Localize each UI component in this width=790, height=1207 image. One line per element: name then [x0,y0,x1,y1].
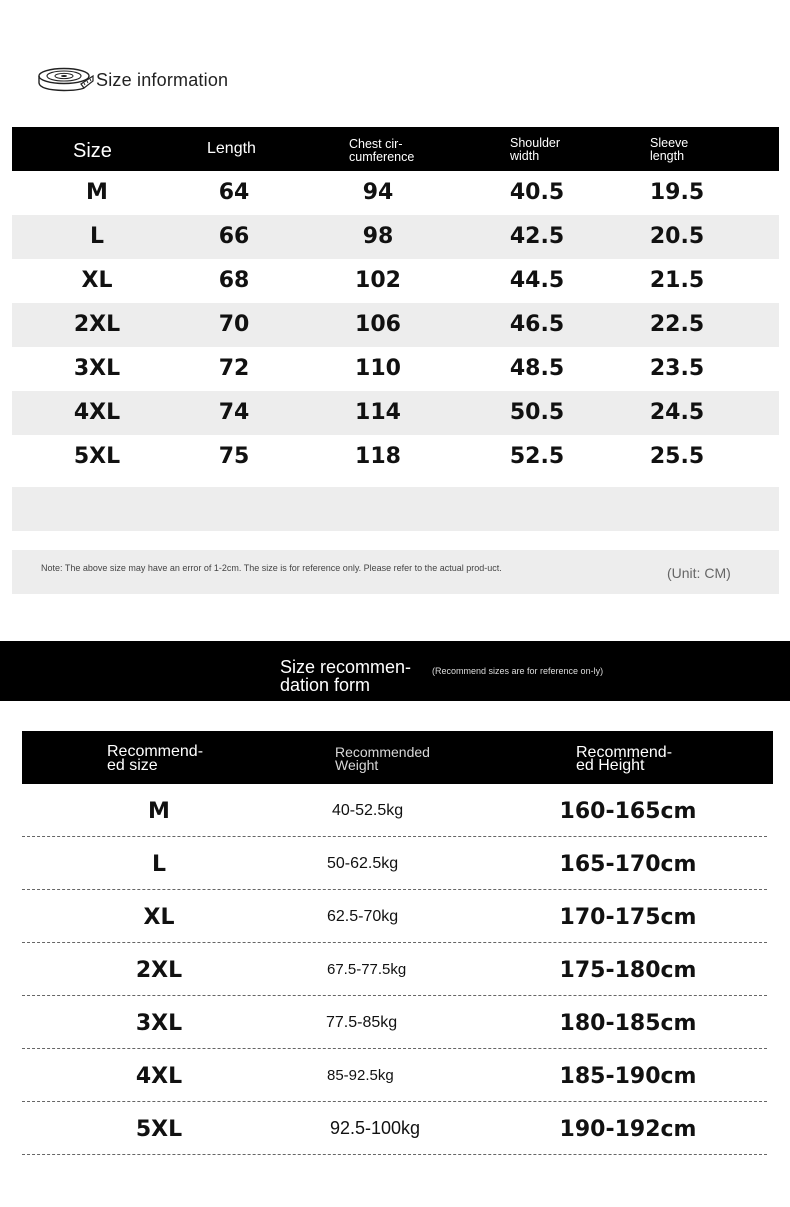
cell-size: XL [143,905,175,930]
cell-weight: 77.5-85kg [326,1014,398,1031]
cell-shoulder: 46.5 [509,312,565,337]
cell-sleeve: 20.5 [649,224,705,249]
recommendation-title: Size recommen- dation form [280,657,412,695]
cell-length: 72 [218,356,250,381]
cell-shoulder: 42.5 [509,224,565,249]
cell-length: 70 [218,312,250,337]
cell-length: 74 [218,400,250,425]
table-row [22,996,767,1049]
table-row [12,215,779,259]
empty-row [12,487,779,531]
cell-size: 4XL [135,1064,183,1089]
table-row [12,171,779,215]
header-shoulder: Shoulder width [510,136,561,163]
cell-chest: 110 [355,356,401,381]
table-row [22,1049,767,1102]
cell-size: L [89,224,105,249]
cell-chest: 106 [355,312,401,337]
cell-height: 160-165cm [559,799,697,824]
cell-weight: 50-62.5kg [327,855,399,872]
cell-size: L [151,852,167,877]
table-row [12,347,779,391]
cell-size: 5XL [135,1117,183,1142]
cell-size: 5XL [73,444,121,469]
cell-sleeve: 19.5 [649,180,705,205]
cell-size: M [148,799,170,824]
section-title: Size information [96,69,229,90]
cell-size: 3XL [135,1011,183,1036]
cell-size: 4XL [73,400,121,425]
header-recommended-weight: Recommended Weight [335,744,430,773]
table-row [12,391,779,435]
cell-weight: 67.5-77.5kg [327,961,407,978]
size-table-header [12,127,779,171]
table-row [22,784,767,837]
header-recommended-size: Recommend- ed size [107,743,204,774]
cell-shoulder: 48.5 [509,356,565,381]
cell-length: 75 [218,444,250,469]
cell-sleeve: 24.5 [649,400,705,425]
cell-sleeve: 23.5 [649,356,705,381]
size-table [12,127,779,479]
cell-length: 66 [218,224,250,249]
cell-shoulder: 40.5 [509,180,565,205]
cell-size: 2XL [135,958,183,983]
cell-size: M [86,180,108,205]
cell-weight: 62.5-70kg [327,908,399,925]
cell-chest: 98 [362,224,394,249]
cell-height: 180-185cm [559,1011,697,1036]
table-row [22,837,767,890]
cell-weight: 85-92.5kg [327,1067,394,1084]
table-row [22,943,767,996]
cell-height: 175-180cm [559,958,697,983]
unit-label: (Unit: CM) [667,565,731,581]
table-row [12,259,779,303]
cell-height: 165-170cm [559,852,697,877]
size-note: Note: The above size may have an error of 1-2cm. The size is for reference only. Please refer to the actual prod-uct. [41,563,502,573]
cell-chest: 102 [355,268,401,293]
cell-chest: 114 [355,400,401,425]
recommendation-table [22,731,773,1142]
cell-shoulder: 44.5 [509,268,565,293]
table-row [22,890,767,943]
cell-sleeve: 25.5 [649,444,705,469]
header-chest: Chest cir- cumference [349,137,415,164]
cell-chest: 118 [355,444,401,469]
cell-height: 185-190cm [559,1064,697,1089]
tape-measure-icon [38,67,94,93]
table-row [12,303,779,347]
cell-sleeve: 21.5 [649,268,705,293]
cell-length: 68 [218,268,250,293]
recommendation-table-header [22,731,773,784]
cell-shoulder: 50.5 [509,400,565,425]
cell-shoulder: 52.5 [509,444,565,469]
cell-weight: 40-52.5kg [332,802,404,819]
header-recommended-height: Recommend- ed Height [576,744,673,774]
cell-height: 190-192cm [559,1117,697,1142]
cell-size: 3XL [73,356,121,381]
note-row [12,550,779,594]
cell-sleeve: 22.5 [649,312,705,337]
recommendation-subtitle: (Recommend sizes are for reference on-ly) [432,666,604,676]
cell-size: XL [81,268,113,293]
cell-size: 2XL [73,312,121,337]
size-info-heading [38,66,228,94]
cell-chest: 94 [362,180,394,205]
cell-weight: 92.5-100kg [330,1118,421,1138]
cell-height: 170-175cm [559,905,697,930]
header-size: Size [73,140,112,162]
cell-length: 64 [218,180,250,205]
header-length: Length [207,140,256,157]
recommendation-banner [0,641,790,701]
header-sleeve: Sleeve length [650,136,689,163]
table-row [12,435,779,479]
table-row [22,1102,767,1155]
